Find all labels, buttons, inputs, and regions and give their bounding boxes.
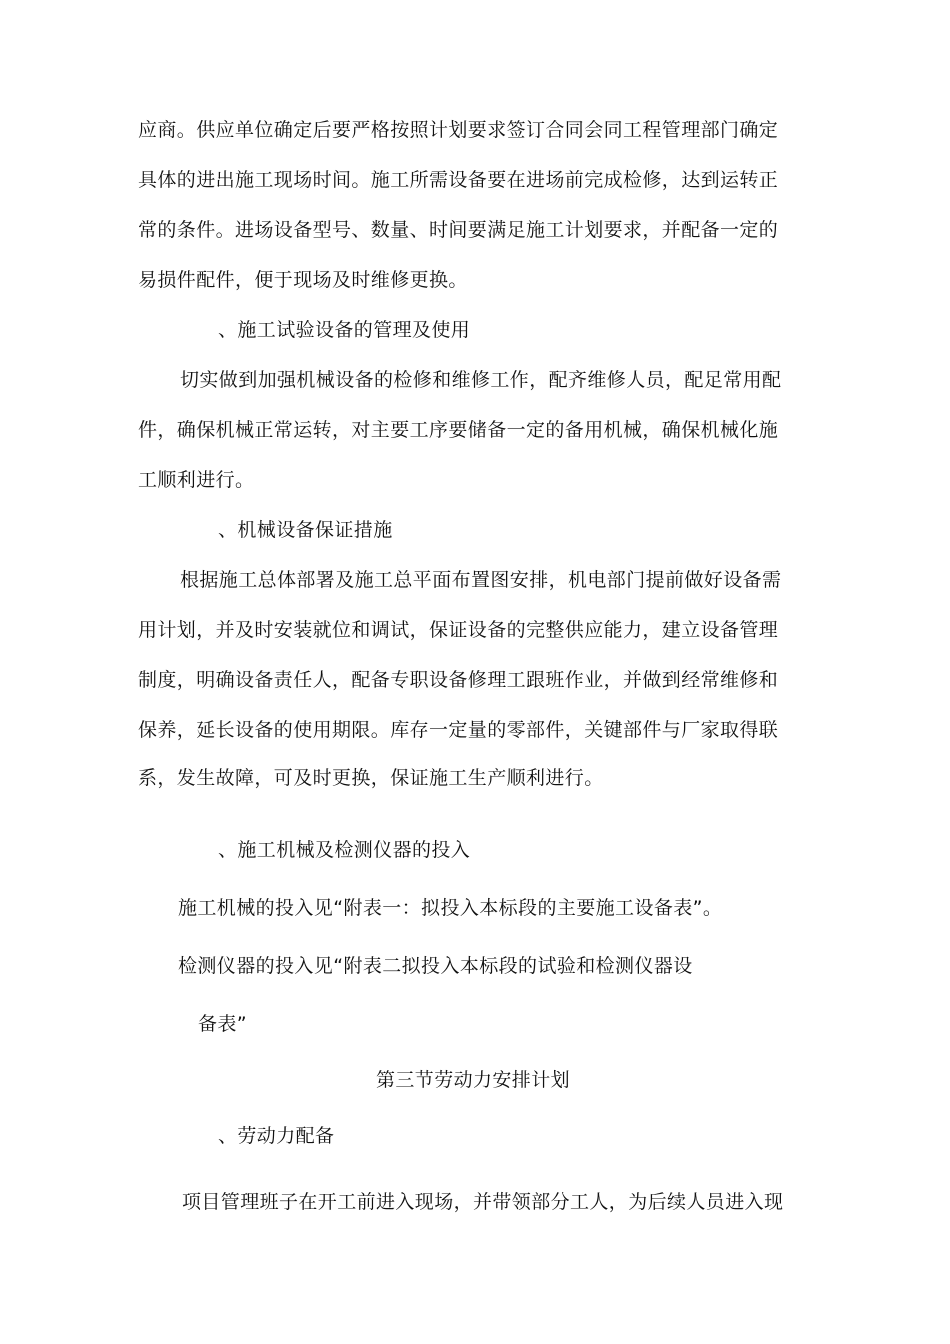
section-heading: 、施工试验设备的管理及使用 (218, 319, 471, 341)
body-text-line: 备表” (198, 1013, 248, 1035)
body-text-line: 用计划，并及时安装就位和调试，保证设备的完整供应能力，建立设备管理 (138, 619, 779, 641)
body-text-line: 保养，延长设备的使用期限。库存一定量的零部件，关键部件与厂家取得联 (138, 719, 779, 741)
body-text-line: 应商。供应单位确定后要严格按照计划要求签订合同会同工程管理部门确定 (138, 119, 779, 141)
body-text-line: 切实做到加强机械设备的检修和维修工作，配齐维修人员，配足常用配 (180, 369, 782, 391)
section-heading: 、机械设备保证措施 (218, 519, 393, 541)
body-text-line: 检测仪器的投入见“附表二拟投入本标段的试验和检测仪器设 (178, 955, 693, 977)
body-text-line: 施工机械的投入见“附表一：拟投入本标段的主要施工设备表”。 (178, 897, 723, 919)
body-text-line: 工顺利进行。 (138, 469, 255, 491)
chapter-title: 第三节劳动力安排计划 (376, 1069, 571, 1091)
section-heading: 、劳动力配备 (218, 1125, 335, 1147)
section-heading: 、施工机械及检测仪器的投入 (218, 839, 471, 861)
body-text-line: 易损件配件，便于现场及时维修更换。 (138, 269, 468, 291)
body-text-line: 项目管理班子在开工前进入现场，并带领部分工人，为后续人员进入现 (182, 1191, 784, 1213)
body-text-line: 常的条件。进场设备型号、数量、时间要满足施工计划要求，并配备一定的 (138, 219, 779, 241)
body-text-line: 根据施工总体部署及施工总平面布置图安排，机电部门提前做好设备需 (180, 569, 782, 591)
body-text-line: 系，发生故障，可及时更换，保证施工生产顺利进行。 (138, 767, 604, 789)
body-text-line: 件，确保机械正常运转，对主要工序要储备一定的备用机械，确保机械化施 (138, 419, 779, 441)
body-text-line: 具体的进出施工现场时间。施工所需设备要在进场前完成检修，达到运转正 (138, 169, 779, 191)
body-text-line: 制度，明确设备责任人，配备专职设备修理工跟班作业，并做到经常维修和 (138, 669, 779, 691)
